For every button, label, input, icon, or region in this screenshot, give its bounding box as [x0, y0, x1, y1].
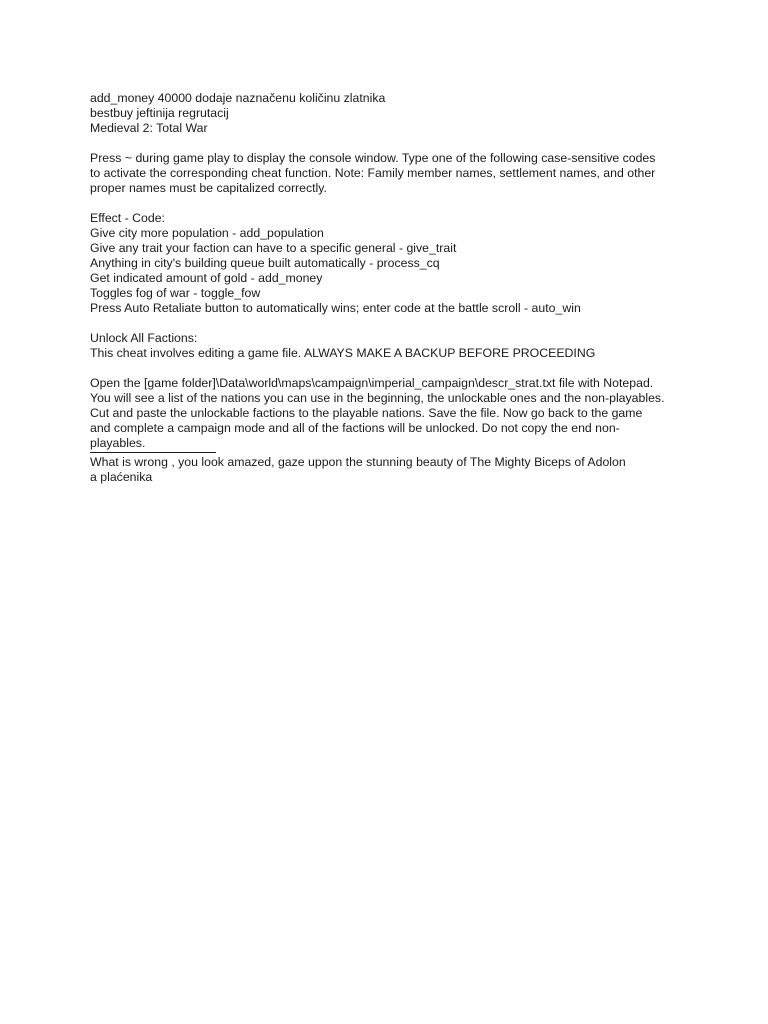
- instructions-line-3: Cut and paste the unlockable factions to the playable nations. Save the file. Now go back to the game: [90, 406, 643, 420]
- document-page: [90, 91, 700, 485]
- unlock-heading: Unlock All Factions:: [90, 331, 198, 345]
- footer-line-2: a plaćenika: [90, 470, 153, 484]
- code-item: Toggles fog of war - toggle_fow: [90, 286, 261, 300]
- spacer: [90, 361, 700, 376]
- header-line-2: bestbuy jeftinija regrutacij: [90, 106, 229, 120]
- intro-line-3: proper names must be capitalized correctly.: [90, 181, 327, 195]
- instructions-line-5: playables.: [90, 436, 146, 450]
- horizontal-rule: [90, 452, 216, 453]
- header-line-1: add_money 40000 dodaje naznačenu količinu zlatnika: [90, 91, 386, 105]
- code-item: Give city more population - add_population: [90, 226, 324, 240]
- spacer: [90, 196, 700, 211]
- unlock-note: This cheat involves editing a game file. ALWAYS MAKE A BACKUP BEFORE PROCEEDING: [90, 346, 596, 360]
- code-item: Give any trait your faction can have to a specific general - give_trait: [90, 241, 457, 255]
- intro-line-1: Press ~ during game play to display the console window. Type one of the following case-sensitive codes: [90, 151, 656, 165]
- code-item: Get indicated amount of gold - add_money: [90, 271, 323, 285]
- code-item: Press Auto Retaliate button to automatically wins; enter code at the battle scroll - auto_win: [90, 301, 581, 315]
- footer-line-1: What is wrong , you look amazed, gaze uppon the stunning beauty of The Mighty Biceps of Adolon: [90, 455, 626, 469]
- spacer: [90, 136, 700, 151]
- spacer: [90, 316, 700, 331]
- code-item: Anything in city's building queue built automatically - process_cq: [90, 256, 440, 270]
- codes-heading: Effect - Code:: [90, 211, 165, 225]
- instructions-line-1: Open the [game folder]\Data\world\maps\campaign\imperial_campaign\descr_strat.txt file with Notepad.: [90, 376, 654, 390]
- game-title: Medieval 2: Total War: [90, 121, 208, 135]
- instructions-line-4: and complete a campaign mode and all of the factions will be unlocked. Do not copy the end non-: [90, 421, 620, 435]
- instructions-line-2: You will see a list of the nations you can use in the beginning, the unlockable ones and the non-playables.: [90, 391, 665, 405]
- intro-line-2: to activate the corresponding cheat function. Note: Family member names, settlement names, and other: [90, 166, 656, 180]
